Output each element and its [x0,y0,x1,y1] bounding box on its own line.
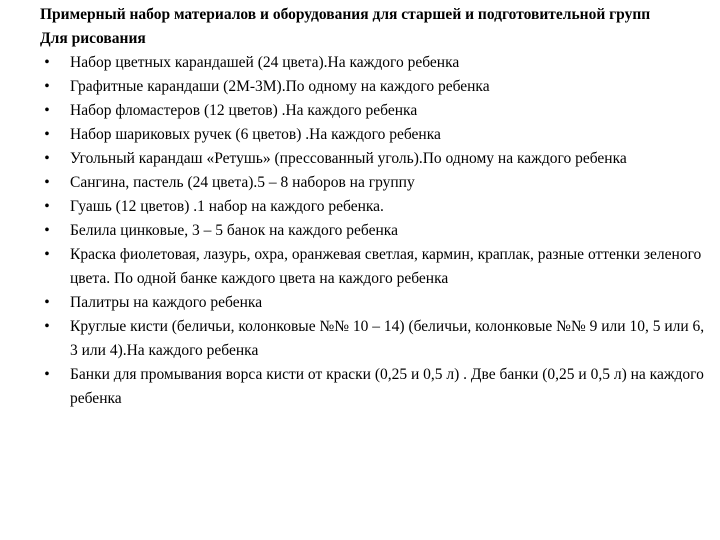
bullet-icon: • [44,198,50,215]
list-item-text: Белила цинковые, 3 – 5 банок на каждого ребенка [70,222,398,239]
bullet-icon: • [44,102,50,119]
list-item-text: Гуашь (12 цветов) .1 набор на каждого ребенка. [70,198,384,215]
bullet-icon: • [44,126,50,143]
document-page [40,3,710,411]
list-item [40,171,710,195]
list-item-text: Угольный карандаш «Ретушь» (прессованный уголь).По одному на каждого ребенка [70,150,627,167]
bullet-icon: • [44,54,50,71]
list-item [40,99,710,123]
document-title: Примерный набор материалов и оборудования для старшей и подготовительной групп [40,6,651,23]
bullet-icon: • [44,78,50,95]
list-item-text: Круглые кисти (беличьи, колонковые №№ 10 – 14) (беличьи, колонковые №№ 9 или 10, 5 или 6, 3 или 4).На каждого ребенка [70,318,705,359]
bullet-icon: • [44,222,50,239]
bullet-icon: • [44,174,50,191]
list-item-text: Набор шариковых ручек (6 цветов) .На каждого ребенка [70,126,441,143]
list-item [40,147,710,171]
list-item [40,75,710,99]
list-item [40,123,710,147]
bullet-icon: • [44,366,50,383]
list-item-text: Сангина, пастель (24 цвета).5 – 8 наборов на группу [70,174,415,191]
bullet-icon: • [44,294,50,311]
list-item-text: Графитные карандаши (2М-3М).По одному на каждого ребенка [70,78,490,95]
bullet-icon: • [44,246,50,263]
list-item [40,291,710,315]
bullet-icon: • [44,318,50,335]
list-item [40,219,710,243]
list-item-text: Палитры на каждого ребенка [70,294,263,311]
section-heading: Для рисования [40,30,146,47]
list-item [40,363,710,411]
list-item [40,243,710,291]
list-item-text: Краска фиолетовая, лазурь, охра, оранжевая светлая, кармин, краплак, разные оттенки зеленого цвета. По одной банке каждого цвета на каждого ребенка [70,246,702,287]
list-item [40,315,710,363]
list-item-text: Банки для промывания ворса кисти от краски (0,25 и 0,5 л) . Две банки (0,25 и 0,5 л) на каждого ребенка [70,366,704,407]
list-item [40,195,710,219]
list-item-text: Набор фломастеров (12 цветов) .На каждого ребенка [70,102,418,119]
list-item-text: Набор цветных карандашей (24 цвета).На каждого ребенка [70,54,460,71]
materials-list [40,51,710,411]
list-item [40,51,710,75]
bullet-icon: • [44,150,50,167]
